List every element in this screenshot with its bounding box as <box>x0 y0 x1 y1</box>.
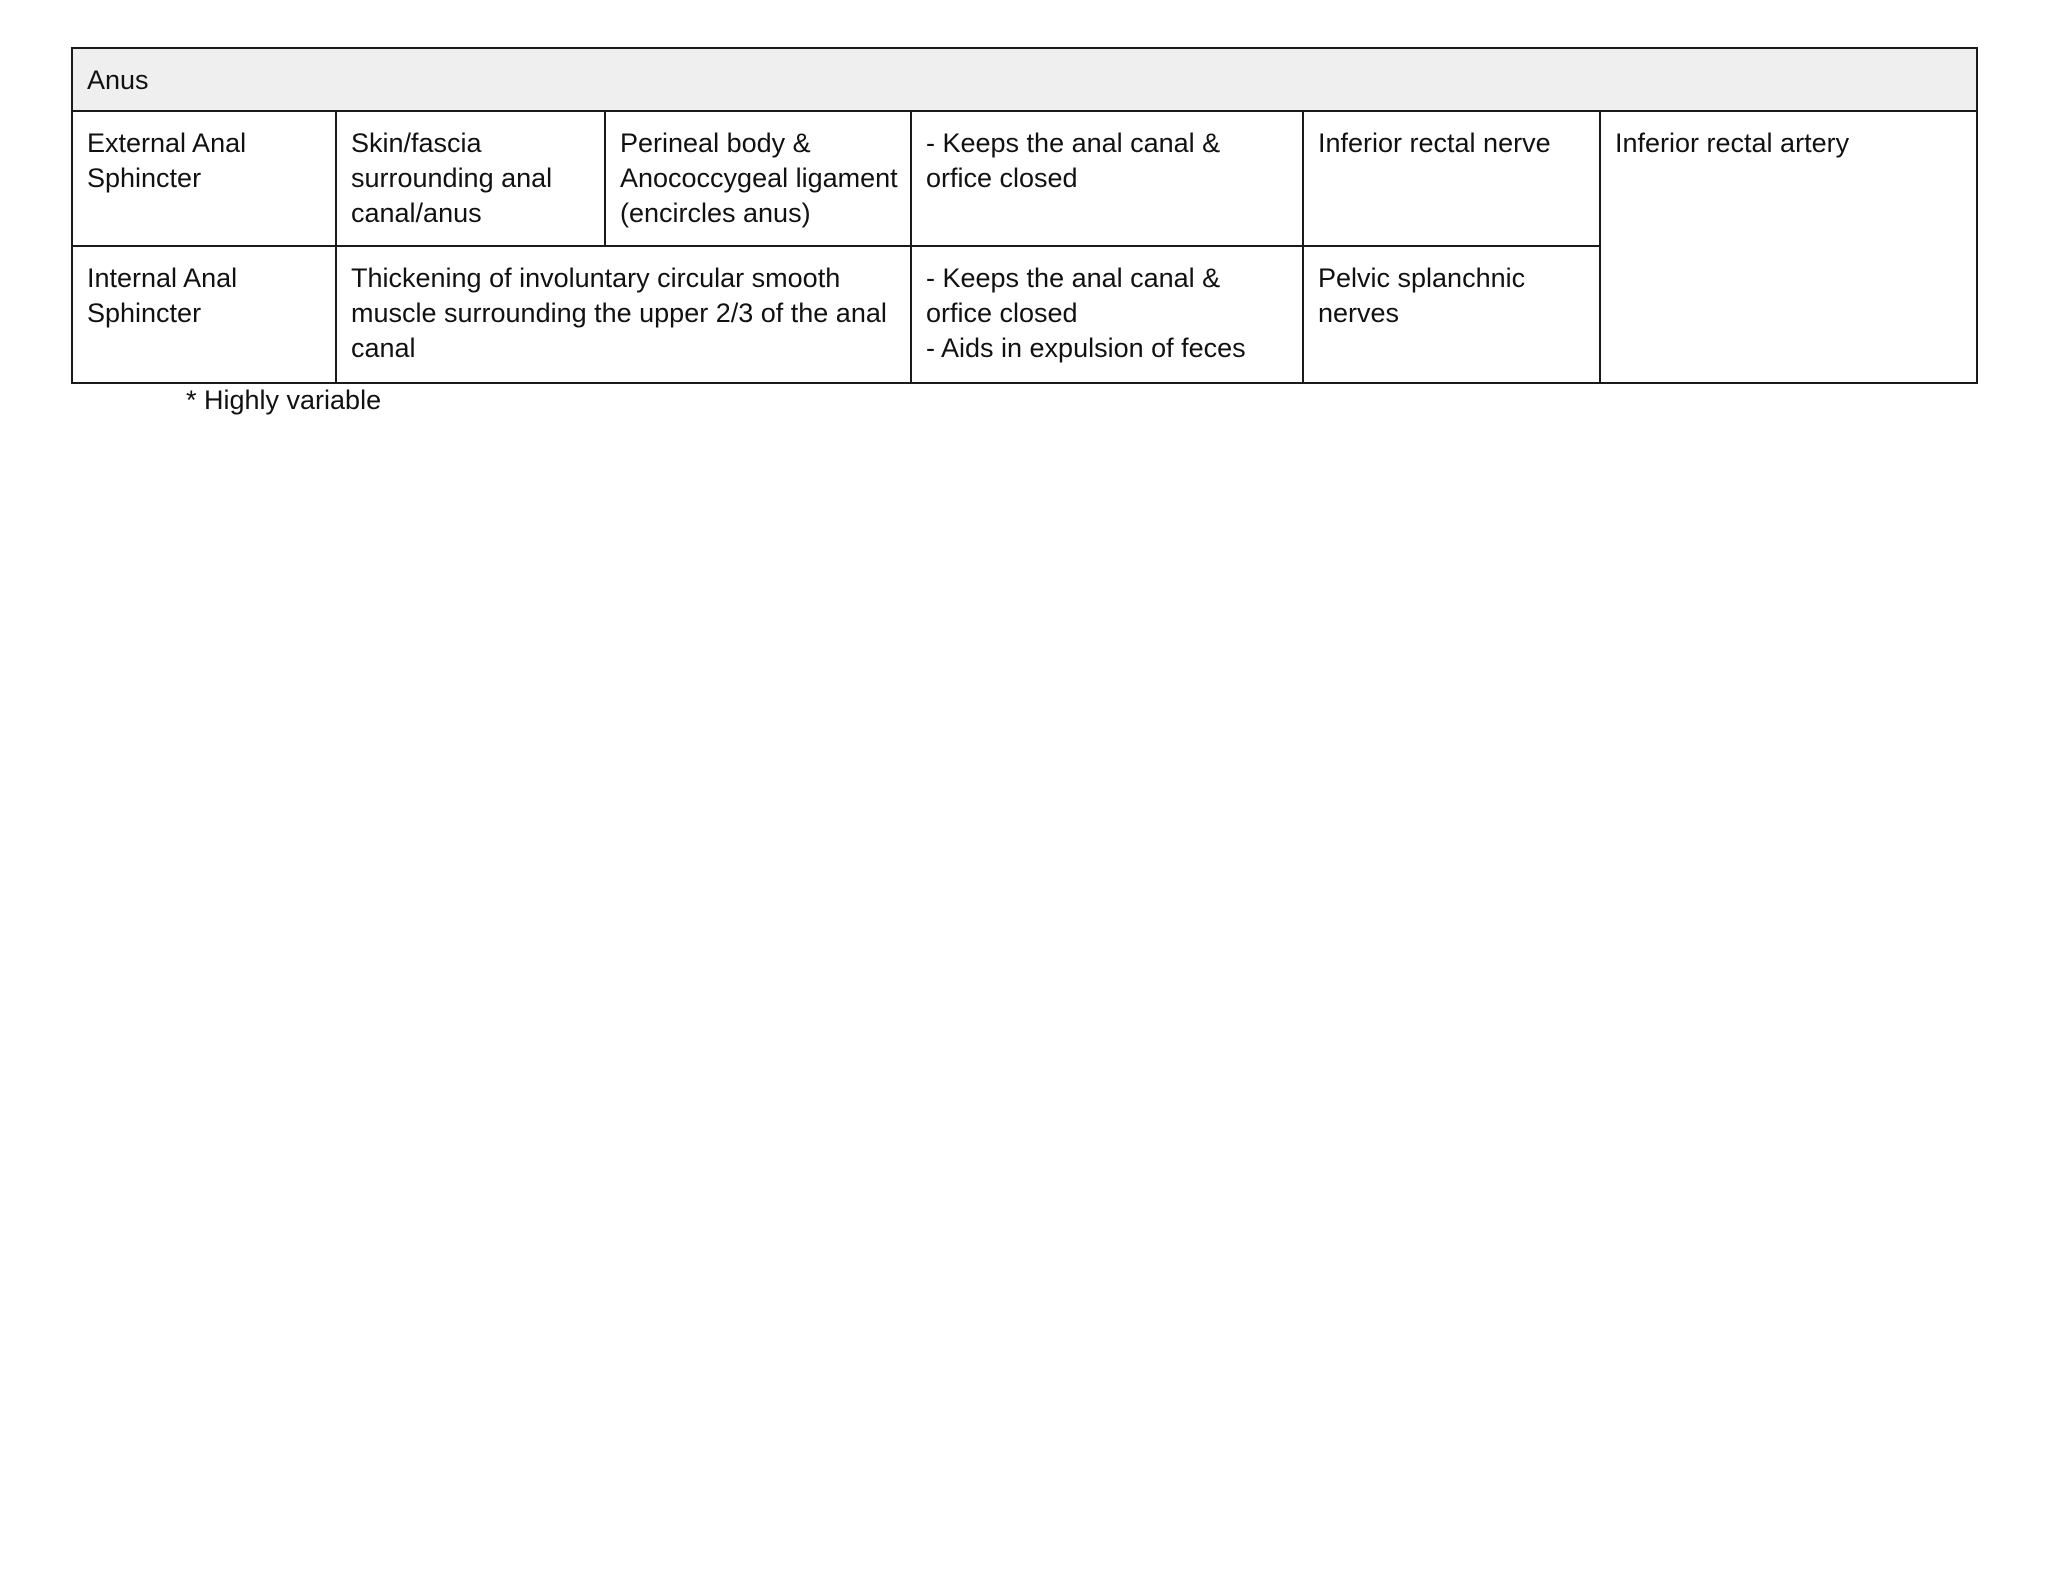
action-line: - Keeps the anal canal & orfice closed <box>926 128 1221 193</box>
footnote: * Highly variable <box>186 385 382 415</box>
innervation-cell: Inferior rectal nerve <box>1303 111 1600 246</box>
muscle-name-cell: Internal Anal Sphincter <box>72 246 336 383</box>
blood-supply-cell: Inferior rectal artery <box>1600 111 1977 383</box>
muscle-name-cell: External Anal Sphincter <box>72 111 336 246</box>
action-line: - Keeps the anal canal & orfice closed <box>926 263 1221 328</box>
muscle-table <box>71 47 1978 384</box>
innervation-cell: Pelvic splanchnic nerves <box>1303 246 1600 383</box>
table-header-row <box>72 48 1977 111</box>
action-line: - Aids in expulsion of feces <box>926 333 1246 363</box>
origin-insertion-cell: Thickening of involuntary circular smooth muscle surrounding the upper 2/3 of the anal canal <box>336 246 911 383</box>
table-row <box>72 111 1977 246</box>
action-cell <box>911 111 1303 246</box>
action-cell <box>911 246 1303 383</box>
insertion-cell: Perineal body & Anococcygeal ligament (encircles anus) <box>605 111 911 246</box>
origin-cell: Skin/fascia surrounding anal canal/anus <box>336 111 605 246</box>
section-title: Anus <box>72 48 1977 111</box>
